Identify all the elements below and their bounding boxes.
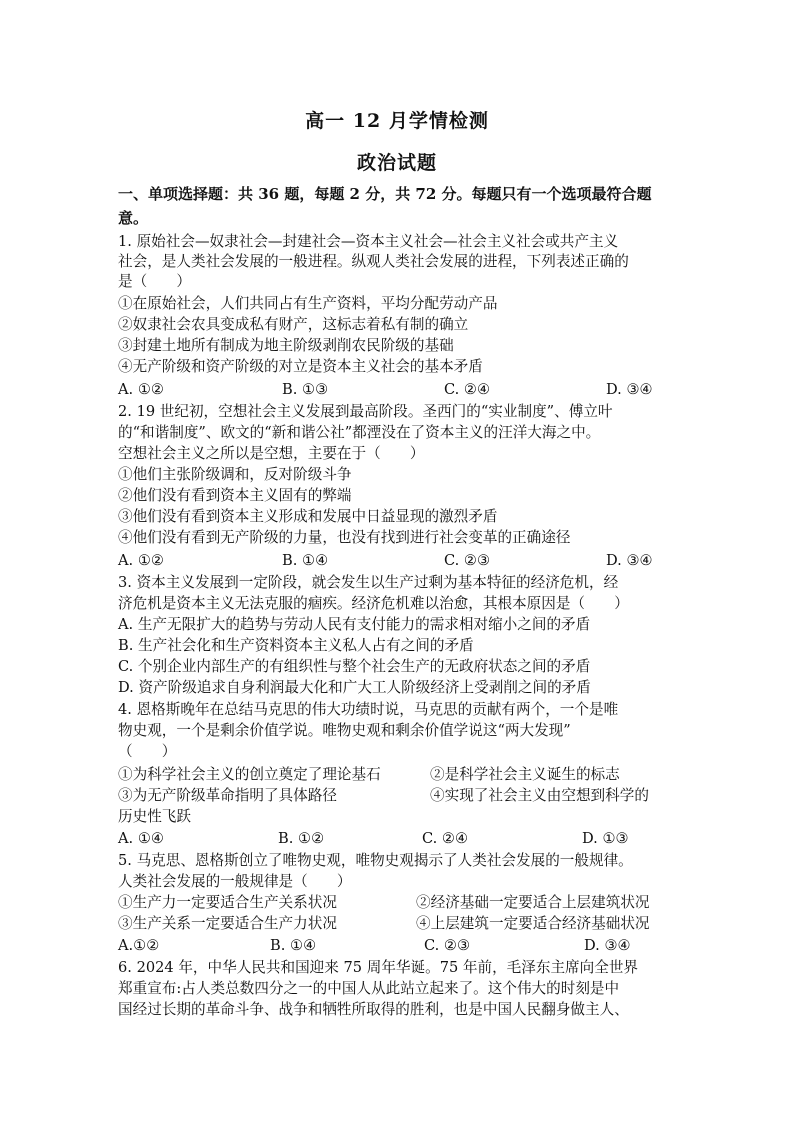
q5-item: ③生产关系一定要适合生产力状况: [118, 915, 337, 932]
q4-item: ④实现了社会主义由空想到科学的: [430, 787, 649, 804]
q6-stem: 6. 2024 年，中华人民共和国迎来 75 周年华诞。75 年前，毛泽东主席向全世界: [118, 959, 639, 976]
q2-stem: 空想社会主义之所以是空想，主要在于（ ）: [118, 445, 425, 462]
q1-option-a[interactable]: A. ①②: [118, 381, 164, 398]
q1-option-b[interactable]: B. ①③: [282, 381, 329, 398]
q5-option-b[interactable]: B. ①④: [270, 937, 317, 954]
q2-stem: 的“和谐制度”、欧文的“新和谐公社”都湮没在了资本主义的汪洋大海之中。: [118, 424, 601, 441]
q5-item: ④上层建筑一定要适合经济基础状况: [416, 915, 650, 932]
q2-stem: 2. 19 世纪初，空想社会主义发展到最高阶段。圣西门的“实业制度”、傅立叶: [118, 403, 613, 420]
q4-stem: 物史观，一个是剩余价值学说。唯物史观和剩余价值学说这“两大发现”: [118, 722, 571, 739]
q6-stem: 郑重宣布:占人类总数四分之一的中国人从此站立起来了。这个伟大的时刻是中: [118, 980, 620, 997]
q1-stem: 是（ ）: [118, 273, 191, 290]
q1-stem: 1. 原始社会—奴隶社会—封建社会—资本主义社会—社会主义社会或共产主义: [118, 233, 619, 250]
q4-option-d[interactable]: D. ①③: [582, 830, 629, 847]
exam-title: 高一 12 月学情检测: [305, 110, 489, 132]
q5-item: ①生产力一定要适合生产关系状况: [118, 894, 337, 911]
q4-option-a[interactable]: A. ①④: [118, 830, 164, 847]
q4-item: ②是科学社会主义诞生的标志: [430, 766, 620, 783]
section-heading: 一、单项选择题：共 36 题，每题 2 分，共 72 分。每题只有一个选项最符合题: [118, 185, 652, 203]
q2-option-c[interactable]: C. ②③: [444, 552, 491, 569]
q2-option-d[interactable]: D. ③④: [606, 552, 653, 569]
q2-option-a[interactable]: A. ①②: [118, 552, 164, 569]
q5-option-d[interactable]: D. ③④: [584, 937, 631, 954]
q1-option-d[interactable]: D. ③④: [606, 381, 653, 398]
q2-item: ②他们没有看到资本主义固有的弊端: [118, 487, 352, 504]
q1-item: ④无产阶级和资产阶级的对立是资本主义社会的基本矛盾: [118, 358, 483, 375]
q4-option-c[interactable]: C. ②④: [422, 830, 469, 847]
q1-item: ③封建土地所有制成为地主阶级剥削农民阶级的基础: [118, 337, 454, 354]
q3-option-a[interactable]: A. 生产无限扩大的趋势与劳动人民有支付能力的需求相对缩小之间的矛盾: [118, 616, 591, 633]
q5-stem: 人类社会发展的一般规律是（ ）: [118, 873, 352, 890]
q3-option-b[interactable]: B. 生产社会化和生产资料资本主义私人占有之间的矛盾: [118, 637, 474, 654]
q1-option-c[interactable]: C. ②④: [444, 381, 491, 398]
q4-stem: （ ）: [118, 743, 177, 760]
q4-item: ①为科学社会主义的创立奠定了理论基石: [118, 766, 381, 783]
q3-option-c[interactable]: C. 个别企业内部生产的有组织性与整个社会生产的无政府状态之间的矛盾: [118, 658, 591, 675]
q4-item-cont: 历史性飞跃: [118, 808, 191, 825]
q4-item: ③为无产阶级革命指明了具体路径: [118, 787, 337, 804]
q2-item: ③他们没有看到资本主义形成和发展中日益显现的激烈矛盾: [118, 508, 498, 525]
q5-item: ②经济基础一定要适合上层建筑状况: [416, 894, 650, 911]
q6-stem: 国经过长期的革命斗争、战争和牺牲所取得的胜利，也是中国人民翻身做主人、: [118, 1001, 629, 1018]
q2-option-b[interactable]: B. ①④: [282, 552, 329, 569]
q2-item: ①他们主张阶级调和，反对阶级斗争: [118, 466, 352, 483]
exam-subject: 政治试题: [356, 152, 437, 174]
q4-option-b[interactable]: B. ①②: [278, 830, 325, 847]
q5-option-a[interactable]: A.①②: [118, 937, 160, 954]
q4-stem: 4. 恩格斯晚年在总结马克思的伟大功绩时说，马克思的贡献有两个，一个是唯: [118, 701, 619, 718]
q1-item: ②奴隶社会农具变成私有财产，这标志着私有制的确立: [118, 316, 469, 333]
q3-stem: 济危机是资本主义无法克服的痼疾。经济危机难以治愈，其根本原因是（ ）: [118, 595, 629, 612]
q5-option-c[interactable]: C. ②③: [424, 937, 471, 954]
q5-stem: 5. 马克思、恩格斯创立了唯物史观，唯物史观揭示了人类社会发展的一般规律。: [118, 852, 633, 869]
q1-stem: 社会，是人类社会发展的一般进程。纵观人类社会发展的进程，下列表述正确的: [118, 253, 629, 270]
section-heading-cont: 意。: [118, 209, 149, 227]
q3-stem: 3. 资本主义发展到一定阶段，就会发生以生产过剩为基本特征的经济危机，经: [118, 574, 619, 591]
q3-option-d[interactable]: D. 资产阶级追求自身利润最大化和广大工人阶级经济上受剥削之间的矛盾: [118, 679, 591, 696]
q2-item: ④他们没有看到无产阶级的力量，也没有找到进行社会变革的正确途径: [118, 529, 571, 546]
q1-item: ①在原始社会，人们共同占有生产资料，平均分配劳动产品: [118, 295, 498, 312]
